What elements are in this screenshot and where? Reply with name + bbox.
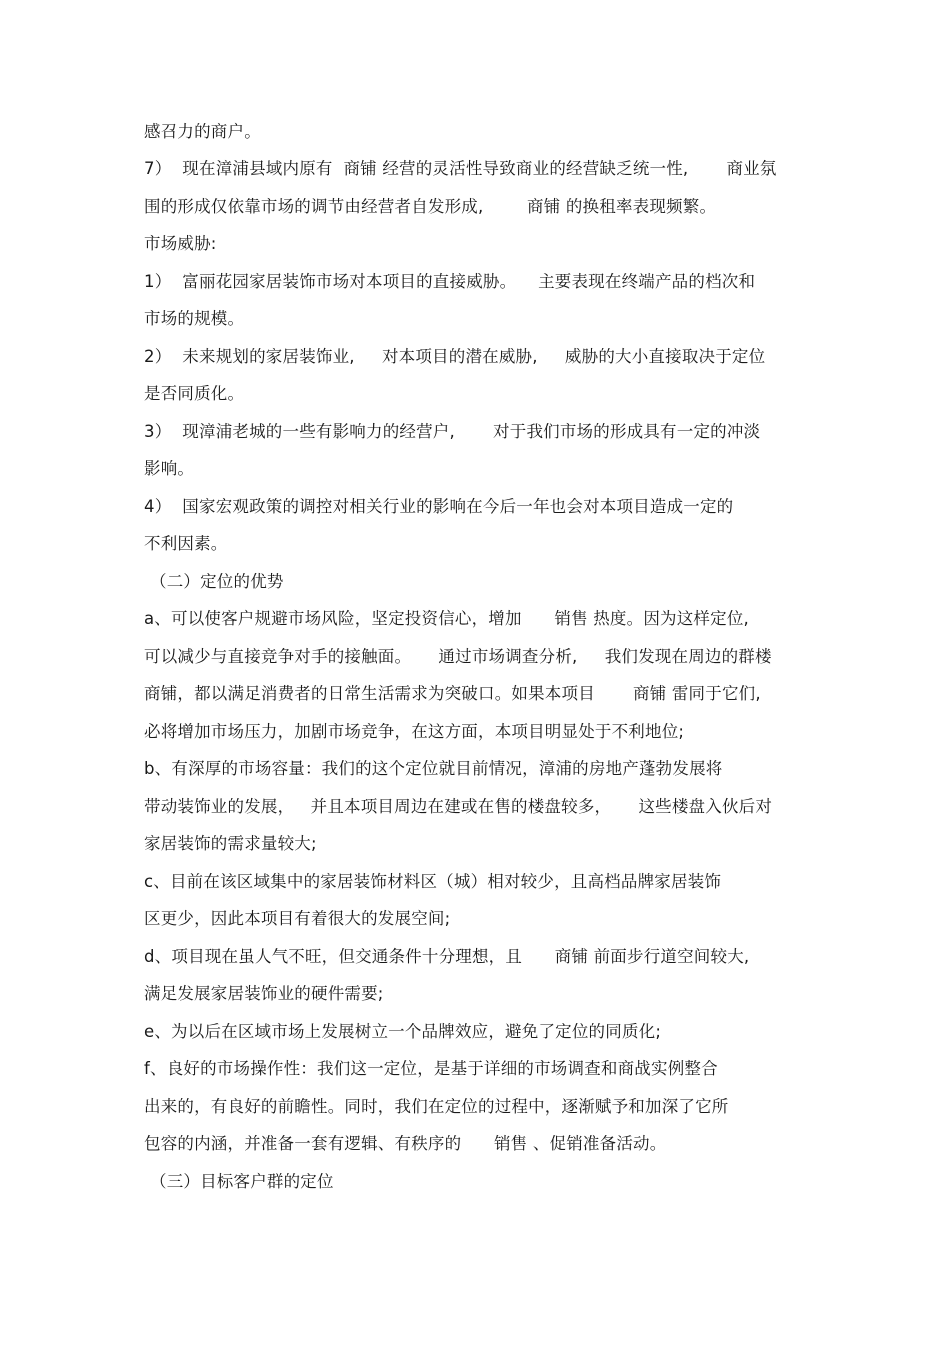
paragraph-line: b、有深厚的市场容量：我们的这个定位就目前情况，漳浦的房地产蓬勃发展将: [144, 759, 723, 778]
paragraph-line: 4） 国家宏观政策的调控对相关行业的影响在今后一年也会对本项目造成一定的: [144, 497, 734, 516]
paragraph-line: a、可以使客户规避市场风险，坚定投资信心，增加 销售 热度。因为这样定位,: [144, 609, 749, 628]
paragraph-line: 2） 未来规划的家居装饰业, 对本项目的潜在威胁, 威胁的大小直接取决于定位: [144, 347, 766, 366]
paragraph-line: 感召力的商户。: [144, 122, 261, 141]
paragraph-line: 3） 现漳浦老城的一些有影响力的经营户, 对于我们市场的形成具有一定的冲淡: [144, 422, 761, 441]
paragraph-line: 围的形成仅依靠市场的调节由经营者自发形成, 商铺 的换租率表现频繁。: [144, 197, 717, 216]
paragraph-line: 满足发展家居装饰业的硬件需要;: [144, 984, 384, 1003]
paragraph-line: 必将增加市场压力，加剧市场竞争，在这方面，本项目明显处于不利地位;: [144, 722, 685, 741]
paragraph-line: 出来的，有良好的前瞻性。同时，我们在定位的过程中，逐渐赋予和加深了它所: [144, 1097, 729, 1116]
paragraph-line: e、为以后在区域市场上发展树立一个品牌效应，避免了定位的同质化;: [144, 1022, 662, 1041]
section-heading: （三）目标客户群的定位: [150, 1172, 334, 1191]
paragraph-line: c、目前在该区域集中的家居装饰材料区（城）相对较少，且高档品牌家居装饰: [144, 872, 722, 891]
paragraph-line: 市场的规模。: [144, 309, 245, 328]
paragraph-line: 区更少，因此本项目有着很大的发展空间;: [144, 909, 451, 928]
section-heading: （二）定位的优势: [150, 572, 284, 591]
paragraph-line: 包容的内涵，并准备一套有逻辑、有秩序的 销售 、促销准备活动。: [144, 1134, 667, 1153]
paragraph-line: f、良好的市场操作性：我们这一定位，是基于详细的市场调查和商战实例整合: [144, 1059, 718, 1078]
paragraph-line: 是否同质化。: [144, 384, 245, 403]
paragraph-line: 可以减少与直接竞争对手的接触面。 通过市场调查分析, 我们发现在周边的群楼: [144, 647, 772, 666]
section-heading: 市场威胁:: [144, 234, 217, 253]
paragraph-line: 1） 富丽花园家居装饰市场对本项目的直接威胁。 主要表现在终端产品的档次和: [144, 272, 756, 291]
paragraph-line: 带动装饰业的发展， 并且本项目周边在建或在售的楼盘较多， 这些楼盘入伙后对: [144, 797, 773, 816]
paragraph-line: 不利因素。: [144, 534, 228, 553]
paragraph-line: d、项目现在虽人气不旺，但交通条件十分理想，且 商铺 前面步行道空间较大,: [144, 947, 750, 966]
paragraph-line: 家居装饰的需求量较大;: [144, 834, 317, 853]
paragraph-line: 7） 现在漳浦县域内原有 商铺 经营的灵活性导致商业的经营缺乏统一性, 商业氛: [144, 159, 777, 178]
paragraph-line: 商铺，都以满足消费者的日常生活需求为突破口。如果本项目 商铺 雷同于它们,: [144, 684, 761, 703]
paragraph-line: 影响。: [144, 459, 195, 478]
